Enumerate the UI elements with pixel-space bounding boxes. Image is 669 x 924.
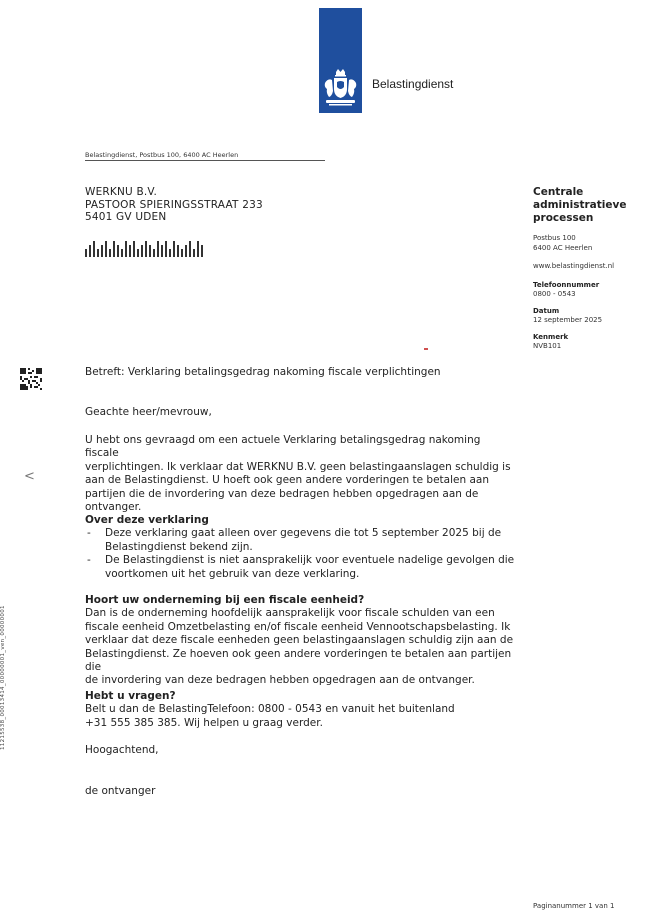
side-document-code: 11215538_00013414_00000001_ven_00000001 (0, 605, 6, 750)
section-line: verklaar dat deze fiscale eenheden geen belastingaanslagen schuldig zijn aan de (85, 634, 514, 647)
recipient-street: PASTOOR SPIERINGSSTRAAT 233 (85, 198, 263, 211)
department-line-1: Centrale (533, 186, 584, 198)
qr-code-icon (20, 368, 42, 390)
section-questions (85, 690, 515, 730)
section-line: +31 555 385 385. Wij helpen u graag verder. (85, 716, 323, 729)
sender-postbus: Postbus 100 (533, 234, 576, 242)
sender-website: www.belastingdienst.nl (533, 262, 615, 270)
red-mark (424, 348, 428, 350)
section-heading: Over deze verklaring (85, 514, 209, 526)
recipient-name: WERKNU B.V. (85, 186, 157, 198)
signature: de ontvanger (85, 785, 156, 797)
intro-line: partijen die de invordering van deze bedragen hebben opgedragen aan de (85, 487, 479, 500)
bullet-line: - Deze verklaring gaat alleen over gegevens die tot 5 september 2025 bij de (105, 527, 502, 540)
phone-value: 0800 - 0543 (533, 290, 576, 298)
recipient-city: 5401 GV UDEN (85, 211, 167, 223)
bullet-item (85, 527, 515, 554)
section-line: Belastingdienst. Ze hoeven ook geen andere vorderingen te betalen aan partijen die (85, 647, 512, 674)
intro-line: verplichtingen. Ik verklaar dat WERKNU B.V. geen belastingaanslagen schuldig is (85, 460, 511, 473)
closing: Hoogachtend, (85, 744, 159, 756)
dutch-coat-of-arms-icon (323, 69, 358, 107)
bullet-line: - De Belastingdienst is niet aansprakelijk voor eventuele nadelige gevolgen die (105, 554, 515, 567)
section-heading: Hoort uw onderneming bij een fiscale eenheid? (85, 594, 365, 606)
postal-barcode (85, 241, 203, 257)
sender-info (533, 186, 663, 352)
bullet-line: Belastingdienst bekend zijn. (105, 540, 253, 553)
salutation: Geachte heer/mevrouw, (85, 406, 212, 418)
section-line: de invordering van deze bedragen hebben opgedragen aan de ontvanger. (85, 674, 475, 687)
intro-line: U hebt ons gevraagd om een actuele Verklaring betalingsgedrag nakoming fiscale (85, 434, 481, 460)
bullet-list (85, 527, 515, 581)
section-line: fiscale eenheid Omzetbelasting en/of fiscale eenheid Vennootschapsbelasting. Ik (85, 620, 511, 633)
side-mark: < (24, 469, 35, 484)
department-line-2: administratieve (533, 199, 627, 211)
return-address: Belastingdienst, Postbus 100, 6400 AC Heerlen (85, 151, 325, 161)
date-value: 12 september 2025 (533, 316, 603, 324)
recipient-address (85, 186, 263, 224)
reference-label: Kenmerk (533, 332, 569, 341)
intro-line: ontvanger. (85, 501, 142, 514)
date-label: Datum (533, 306, 560, 315)
phone-label: Telefoonnummer (533, 280, 600, 289)
intro-line: aan de Belastingdienst. U hoeft ook geen andere vorderingen te betalen aan (85, 474, 489, 487)
bullet-line: voortkomen uit het gebruik van deze verklaring. (105, 567, 360, 580)
subject-line: Betreft: Verklaring betalingsgedrag nakoming fiscale verplichtingen (85, 366, 441, 378)
bullet-item (85, 554, 515, 581)
section-line: Belt u dan de BelastingTelefoon: 0800 - 0543 en vanuit het buitenland (85, 703, 455, 716)
sender-postcode-city: 6400 AC Heerlen (533, 243, 593, 252)
section-fiscal-unit (85, 594, 515, 688)
brand-name: Belastingdienst (372, 77, 454, 91)
intro-paragraph (85, 434, 515, 514)
section-heading: Hebt u vragen? (85, 690, 176, 702)
section-about-declaration (85, 514, 515, 581)
department-line-3: processen (533, 212, 594, 224)
reference-value: NVB101 (533, 342, 562, 350)
section-line: Dan is de onderneming hoofdelijk aansprakelijk voor fiscale schulden van een (85, 607, 495, 620)
logo-block (319, 8, 362, 113)
page-number: Paginanummer 1 van 1 (533, 902, 615, 910)
